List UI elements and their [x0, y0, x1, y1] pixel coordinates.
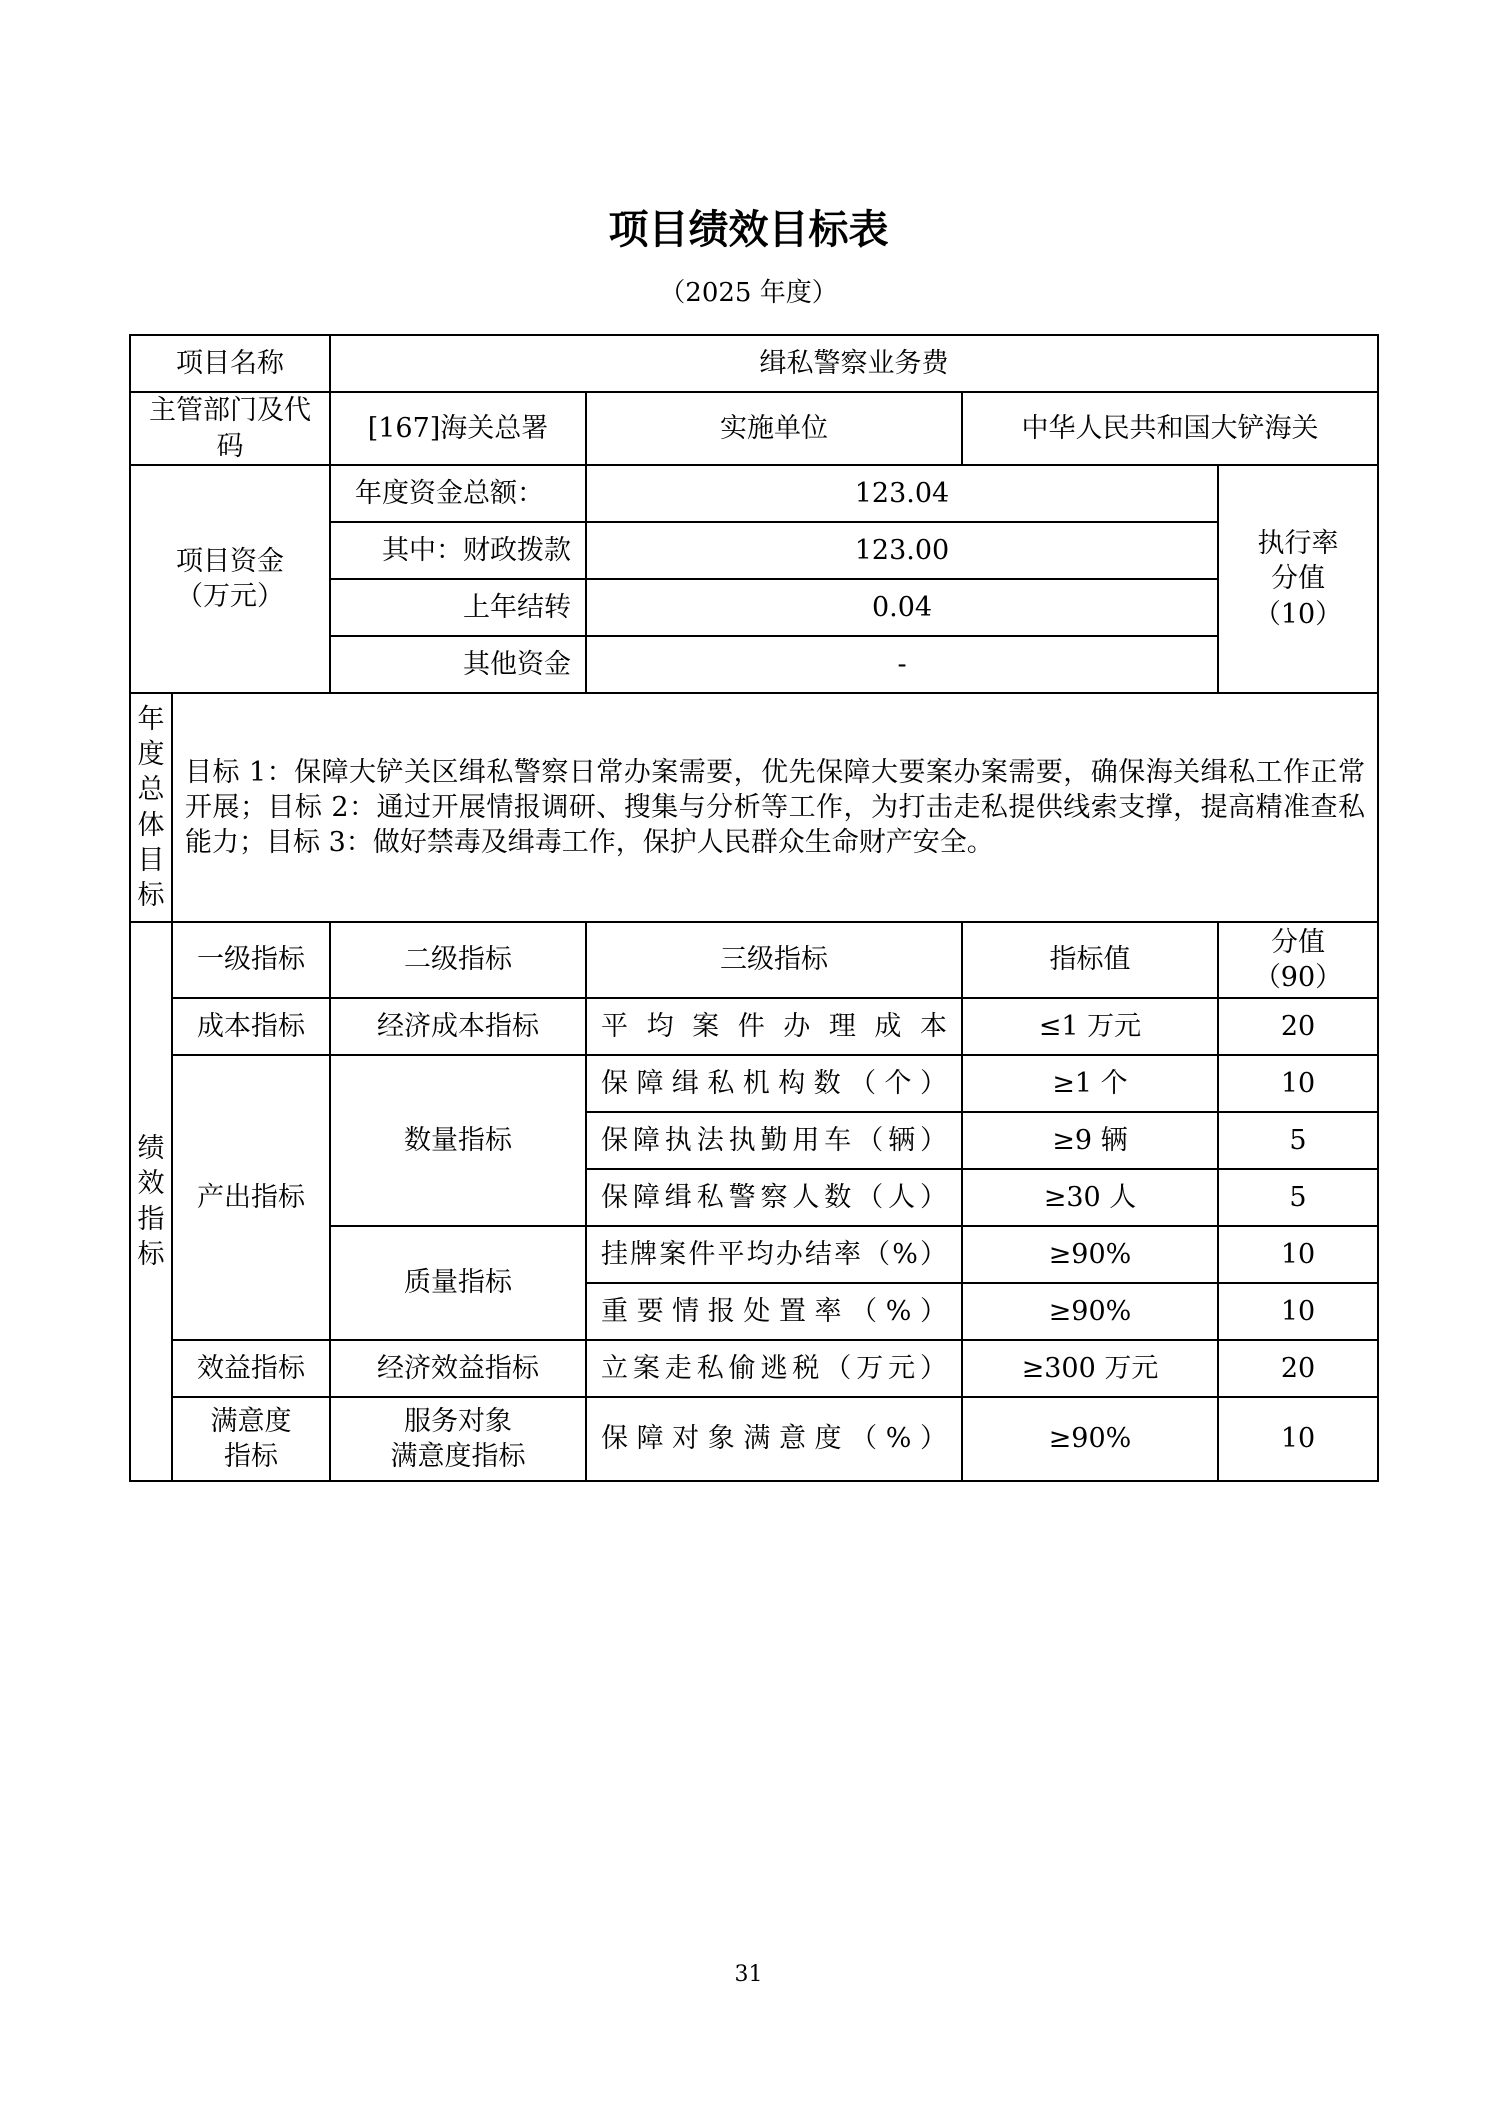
dept-value: [167]海关总署 [330, 392, 586, 465]
header-score-line1: 分值 [1271, 926, 1325, 958]
dept-label: 主管部门及代码 [130, 392, 330, 465]
indicator-score: 10 [1218, 1226, 1378, 1283]
indicator-score: 20 [1218, 998, 1378, 1055]
indicator-level3: 保障对象满意度（%） [586, 1397, 962, 1481]
exec-rate-label [1218, 465, 1378, 693]
indicator-level2: 数量指标 [330, 1055, 586, 1226]
funds-label [130, 465, 330, 693]
indicator-level2 [330, 1397, 586, 1481]
impl-label: 实施单位 [586, 392, 962, 465]
table-row [130, 335, 1378, 392]
performance-target-table [129, 334, 1379, 1482]
indicator-level3: 保障缉私警察人数（人） [586, 1169, 962, 1226]
funds-other-label: 其他资金 [330, 636, 586, 693]
indicator-level2-line1: 服务对象 [404, 1405, 512, 1437]
funds-total-value: 123.04 [586, 465, 1218, 522]
indicator-value: ≥90% [962, 1226, 1218, 1283]
indicator-level2: 经济成本指标 [330, 998, 586, 1055]
indicator-level1-line2: 指标 [224, 1441, 278, 1472]
indicator-level1 [172, 1397, 330, 1481]
indicator-level2: 经济效益指标 [330, 1340, 586, 1397]
exec-rate-line2: 分值 [1271, 563, 1325, 595]
table-row [130, 1055, 1378, 1112]
funds-carry-value: 0.04 [586, 579, 1218, 636]
project-name-value: 缉私警察业务费 [330, 335, 1378, 392]
indicator-value: ≥1 个 [962, 1055, 1218, 1112]
funds-label-line1: 项目资金 [176, 545, 284, 577]
funds-other-value: - [586, 636, 1218, 693]
indicator-level1-line1: 满意度 [210, 1405, 292, 1437]
table-row [130, 693, 1378, 922]
goal-text: 目标 1：保障大铲关区缉私警察日常办案需要，优先保障大要案办案需要，确保海关缉私工作正常开展；目标 2：通过开展情报调研、搜集与分析等工作，为打击走私提供线索支撑，提高精准查私能力；目标 3：做好禁毒及缉毒工作，保护人民群众生命财产安全。 [172, 693, 1378, 922]
indicator-value: ≥30 人 [962, 1169, 1218, 1226]
indicator-level2: 质量指标 [330, 1226, 586, 1340]
page-subtitle: （2025 年度） [659, 278, 838, 308]
indicator-value: ≥90% [962, 1397, 1218, 1481]
table-row [130, 465, 1378, 522]
perf-label: 绩效指标 [130, 922, 172, 1481]
indicator-level1: 成本指标 [172, 998, 330, 1055]
table-row [130, 392, 1378, 465]
funds-fiscal-label: 其中：财政拨款 [330, 522, 586, 579]
header-level1: 一级指标 [172, 922, 330, 998]
funds-label-line2: （万元） [176, 581, 284, 612]
indicator-score: 5 [1218, 1112, 1378, 1169]
impl-value: 中华人民共和国大铲海关 [962, 392, 1378, 465]
indicator-score: 10 [1218, 1283, 1378, 1340]
table-row [130, 1397, 1378, 1481]
indicator-value: ≤1 万元 [962, 998, 1218, 1055]
indicator-value: ≥9 辆 [962, 1112, 1218, 1169]
indicator-level3: 挂牌案件平均办结率（%） [586, 1226, 962, 1283]
goal-label: 年度总体目标 [130, 693, 172, 922]
header-level3: 三级指标 [586, 922, 962, 998]
header-value: 指标值 [962, 922, 1218, 998]
project-name-label: 项目名称 [130, 335, 330, 392]
indicator-level1: 产出指标 [172, 1055, 330, 1340]
table-row [130, 998, 1378, 1055]
header-level2: 二级指标 [330, 922, 586, 998]
indicator-level1: 效益指标 [172, 1340, 330, 1397]
indicator-level3: 立案走私偷逃税（万元） [586, 1340, 962, 1397]
indicator-value: ≥90% [962, 1283, 1218, 1340]
indicator-level3: 重要情报处置率（%） [586, 1283, 962, 1340]
header-score-line2: （90） [1253, 962, 1343, 993]
table-row [130, 922, 1378, 998]
exec-rate-line3: （10） [1253, 598, 1343, 630]
indicator-level3: 保障执法执勤用车（辆） [586, 1112, 962, 1169]
indicator-value: ≥300 万元 [962, 1340, 1218, 1397]
exec-rate-line1: 执行率 [1257, 528, 1339, 560]
table-row [130, 1340, 1378, 1397]
indicator-score: 20 [1218, 1340, 1378, 1397]
page-number: 31 [734, 1962, 763, 1987]
indicator-score: 10 [1218, 1055, 1378, 1112]
indicator-score: 10 [1218, 1397, 1378, 1481]
page-title: 项目绩效目标表 [608, 207, 889, 253]
funds-carry-label: 上年结转 [330, 579, 586, 636]
header-score [1218, 922, 1378, 998]
funds-total-label: 年度资金总额： [330, 465, 586, 522]
funds-fiscal-value: 123.00 [586, 522, 1218, 579]
indicator-level3: 平均案件办理成本 [586, 998, 962, 1055]
indicator-score: 5 [1218, 1169, 1378, 1226]
indicator-level3: 保障缉私机构数（个） [586, 1055, 962, 1112]
indicator-level2-line2: 满意度指标 [390, 1441, 526, 1472]
